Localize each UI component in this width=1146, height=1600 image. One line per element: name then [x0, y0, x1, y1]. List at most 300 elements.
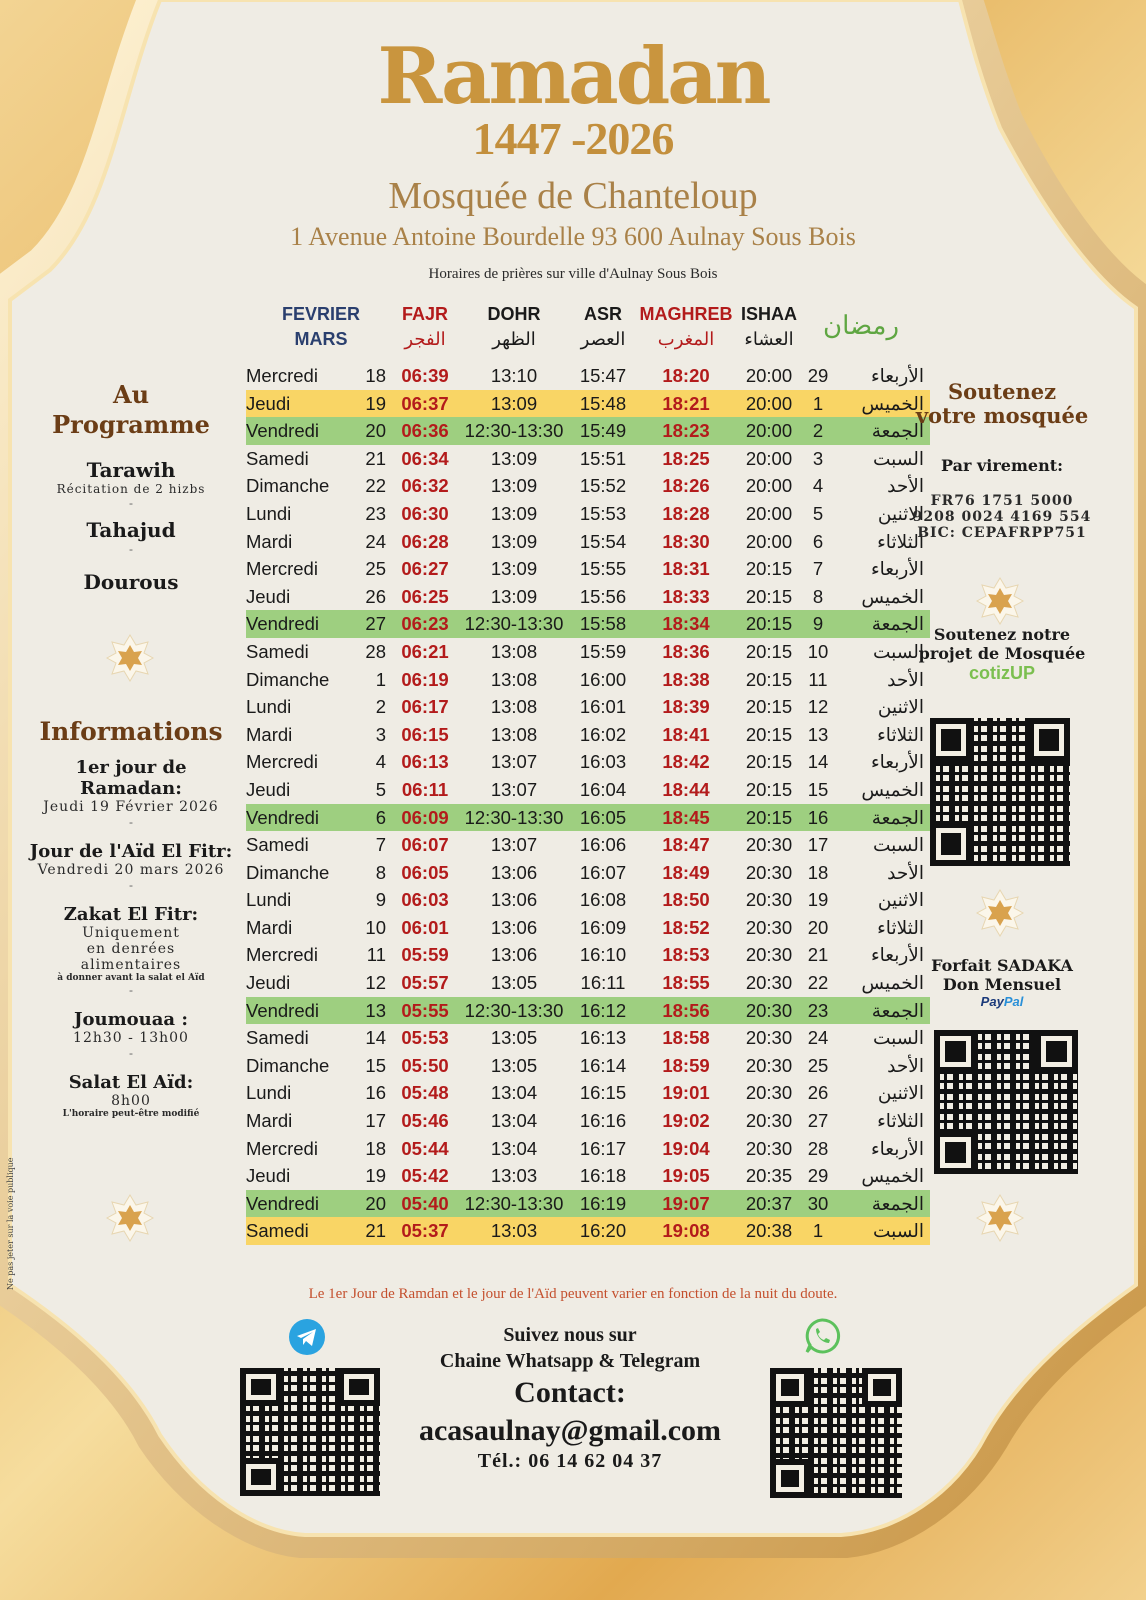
dohr-time: 13:09 [490, 502, 538, 524]
asr-time: 15:53 [579, 502, 627, 524]
dohr-time: 13:08 [490, 640, 538, 662]
fajr-time: 06:19 [401, 668, 449, 690]
date-cell: 17 [365, 1110, 386, 1132]
zakat-label: Zakat El Fitr: [63, 904, 199, 926]
day-ar-cell: الاثنين [877, 696, 924, 718]
table-row [246, 500, 930, 528]
table-row [246, 941, 930, 969]
day-cell: Mardi [246, 530, 293, 552]
first-day-label: 1er jour de Ramadan: [75, 757, 187, 800]
ramadan-day: 21 [807, 944, 829, 966]
ishaa-time: 20:30 [745, 1137, 793, 1159]
ishaa-time: 20:15 [745, 640, 793, 662]
zakat-note: à donner avant la salat el Aïd [57, 973, 205, 984]
dohr-time: 13:09 [490, 530, 538, 552]
date-cell: 3 [375, 723, 386, 745]
dohr-label: DOHR [487, 304, 541, 324]
day-cell: Vendredi [246, 420, 320, 442]
table-row [246, 638, 930, 666]
dohr-time: 13:07 [490, 834, 538, 856]
day-ar-cell: الاثنين [877, 889, 924, 911]
maghreb-time: 18:23 [662, 420, 710, 442]
ishaa-time: 20:15 [745, 613, 793, 635]
day-cell: Jeudi [246, 585, 291, 607]
ramadan-day: 24 [807, 1027, 829, 1049]
dohr-time: 13:09 [490, 558, 538, 580]
date-cell: 21 [365, 1220, 386, 1242]
dohr-time: 12:30-13:30 [464, 420, 564, 442]
day-ar-cell: الخميس [861, 778, 924, 800]
maghreb-time: 18:34 [662, 613, 710, 635]
ramadan-day: 1 [812, 392, 824, 414]
fajr-time: 05:55 [401, 999, 449, 1021]
fajr-time: 06:05 [401, 861, 449, 883]
fajr-time: 06:27 [401, 558, 449, 580]
ramadan-day: 5 [812, 502, 824, 524]
maghreb-time: 18:25 [662, 447, 710, 469]
fajr-time: 05:59 [401, 944, 449, 966]
ishaa-time: 20:30 [745, 889, 793, 911]
date-cell: 1 [375, 668, 386, 690]
ramadan-day: 25 [807, 1054, 829, 1076]
date-cell: 2 [375, 696, 386, 718]
maghreb-time: 18:36 [662, 640, 710, 662]
asr-header [572, 304, 634, 350]
day-ar-cell: الجمعة [871, 1192, 924, 1214]
qr-code-telegram[interactable] [240, 1368, 380, 1496]
date-cell: 24 [365, 530, 386, 552]
dohr-time: 12:30-13:30 [464, 806, 564, 828]
table-row [246, 1190, 930, 1218]
dohr-time: 13:08 [490, 696, 538, 718]
ramadan-day: 4 [812, 475, 824, 497]
table-body [246, 362, 930, 1245]
dohr-time: 13:09 [490, 392, 538, 414]
fajr-time: 06:34 [401, 447, 449, 469]
zakat-line-1: Uniquement [82, 925, 180, 942]
date-cell: 26 [365, 585, 386, 607]
sadaka-line-1: Forfait SADAKA [931, 956, 1073, 975]
table-row [246, 1024, 930, 1052]
table-row [246, 390, 930, 418]
date-cell: 7 [375, 834, 386, 856]
ishaa-time: 20:30 [745, 1082, 793, 1104]
follow-us [380, 1322, 760, 1374]
star-ornament-icon [975, 888, 1025, 938]
ramadan-day: 3 [812, 447, 824, 469]
maghreb-time: 18:49 [662, 861, 710, 883]
ramadan-day: 27 [807, 1110, 829, 1132]
whatsapp-icon[interactable] [802, 1316, 842, 1356]
day-ar-cell: الخميس [861, 392, 924, 414]
ishaa-time: 20:30 [745, 1027, 793, 1049]
table-row [246, 1107, 930, 1135]
ramadan-day: 29 [807, 365, 829, 386]
ramadan-day: 10 [807, 640, 829, 662]
date-cell: 15 [365, 1054, 386, 1076]
maghreb-time: 19:01 [662, 1082, 710, 1104]
day-ar-cell: الأربعاء [870, 944, 924, 966]
table-row [246, 748, 930, 776]
asr-time: 16:11 [580, 972, 626, 994]
day-cell: Vendredi [246, 806, 320, 828]
divider: - [129, 983, 133, 998]
ishaa-time: 20:38 [745, 1220, 793, 1242]
year-subtitle: 1447 -2026 [472, 113, 674, 164]
fajr-time: 06:28 [401, 530, 449, 552]
dohr-time: 13:04 [490, 1137, 538, 1159]
maghreb-time: 19:07 [662, 1192, 710, 1214]
date-cell: 20 [365, 1192, 386, 1214]
contact-phone[interactable]: Tél.: 06 14 62 04 37 [477, 1450, 663, 1472]
maghreb-time: 18:44 [662, 778, 710, 800]
table-row [246, 362, 930, 390]
asr-time: 16:07 [579, 861, 627, 883]
ishaa-time: 20:30 [745, 999, 793, 1021]
day-ar-cell: السبت [872, 1027, 924, 1049]
asr-time: 15:48 [579, 392, 627, 414]
maghreb-time: 18:41 [662, 723, 710, 745]
fajr-time: 06:11 [401, 778, 449, 800]
dohr-label-ar: الظهر [492, 329, 536, 349]
date-cell: 11 [366, 944, 386, 966]
maghreb-time: 18:31 [662, 558, 710, 580]
dourous-label: Dourous [83, 570, 179, 594]
support-title-1: Soutenez [947, 379, 1057, 404]
fajr-header [396, 304, 454, 350]
mosque-address: 1 Avenue Antoine Bourdelle 93 600 Aulnay Sous Bois [290, 222, 856, 251]
table-row [246, 914, 930, 942]
day-cell: Jeudi [246, 1165, 291, 1187]
ramadan-day: 11 [808, 668, 828, 690]
table-row [246, 721, 930, 749]
ramadan-day: 8 [812, 585, 824, 607]
ramadan-day: 7 [812, 558, 824, 580]
contact-email[interactable]: acasaulnay@gmail.com [418, 1414, 722, 1447]
table-row [246, 1217, 930, 1245]
follow-line-1: Suivez nous sur [503, 1324, 637, 1346]
asr-time: 16:06 [579, 834, 627, 856]
table-row [246, 776, 930, 804]
ishaa-time: 20:30 [745, 972, 793, 994]
day-cell: Samedi [246, 1220, 309, 1242]
dohr-time: 12:30-13:30 [464, 613, 564, 635]
ishaa-time: 20:00 [745, 502, 793, 524]
day-ar-cell: الثلاثاء [877, 723, 924, 745]
telegram-icon[interactable] [288, 1318, 326, 1356]
fajr-time: 06:09 [401, 806, 449, 828]
asr-time: 16:05 [579, 806, 627, 828]
asr-time: 16:14 [579, 1054, 627, 1076]
asr-time: 16:15 [579, 1082, 627, 1104]
date-cell: 5 [375, 778, 386, 800]
dohr-time: 13:06 [490, 861, 538, 883]
fajr-time: 06:23 [401, 613, 449, 635]
dohr-time: 13:07 [490, 751, 538, 773]
dohr-time: 13:04 [490, 1110, 538, 1132]
ishaa-time: 20:15 [745, 778, 793, 800]
iban-line-1: FR76 1751 5000 [930, 493, 1074, 509]
asr-time: 16:03 [579, 751, 627, 773]
fajr-time: 05:42 [401, 1165, 449, 1187]
day-ar-cell: الأحد [887, 475, 924, 497]
asr-time: 16:09 [579, 916, 627, 938]
maghreb-time: 18:28 [662, 502, 710, 524]
asr-time: 16:16 [579, 1110, 627, 1132]
dohr-time: 12:30-13:30 [464, 999, 564, 1021]
dohr-time: 13:09 [490, 447, 538, 469]
ishaa-time: 20:30 [745, 861, 793, 883]
ishaa-time: 20:00 [745, 392, 793, 414]
salat-aid-value: 8h00 [111, 1093, 151, 1110]
dohr-time: 13:10 [490, 365, 538, 386]
maghreb-time: 18:21 [662, 392, 710, 414]
day-ar-cell: الأربعاء [870, 558, 924, 580]
day-cell: Jeudi [246, 392, 291, 414]
fajr-time: 05:50 [401, 1054, 449, 1076]
fajr-time: 05:44 [401, 1137, 449, 1159]
dohr-time: 13:08 [490, 723, 538, 745]
maghreb-time: 18:42 [662, 751, 710, 773]
day-cell: Lundi [246, 889, 292, 911]
asr-time: 16:04 [579, 778, 627, 800]
day-cell: Jeudi [246, 778, 291, 800]
asr-time: 15:55 [579, 558, 627, 580]
ishaa-time: 20:00 [745, 420, 793, 442]
table-row [246, 666, 930, 694]
asr-time: 16:20 [579, 1220, 627, 1242]
date-cell: 4 [375, 751, 386, 773]
date-cell: 28 [365, 640, 386, 662]
informations-title: Informations [39, 717, 223, 746]
day-cell: Lundi [246, 502, 292, 524]
dohr-time: 13:06 [490, 944, 538, 966]
salat-aid-note: L'horaire peut-être modifié [62, 1109, 200, 1120]
maghreb-time: 18:38 [662, 668, 710, 690]
ramadan-day: 19 [807, 889, 829, 911]
ramadan-day: 30 [807, 1192, 829, 1214]
ramadan-day: 23 [807, 999, 829, 1021]
ramadan-day: 22 [807, 972, 829, 994]
joumouaa-value: 12h30 - 13h00 [73, 1030, 189, 1047]
programme-title-1: Au [112, 380, 150, 409]
fajr-time: 06:15 [401, 723, 449, 745]
sadaka-line-2: Don Mensuel [942, 975, 1062, 994]
table-row [246, 1079, 930, 1107]
ishaa-label: ISHAA [740, 304, 797, 324]
ramadan-day: 29 [807, 1165, 829, 1187]
ramadan-day: 6 [812, 530, 824, 552]
ramadan-day: 13 [807, 723, 829, 745]
fajr-time: 05:57 [401, 972, 449, 994]
day-cell: Dimanche [246, 861, 330, 883]
day-ar-cell: الأربعاء [870, 1137, 924, 1159]
date-cell: 10 [365, 916, 386, 938]
project-line-1: Soutenez notre [933, 625, 1071, 644]
day-ar-cell: السبت [872, 1220, 924, 1242]
asr-time: 16:02 [579, 723, 627, 745]
aid-label: Jour de l'Aïd El Fitr: [29, 841, 233, 863]
tahajud-label: Tahajud [86, 518, 176, 542]
day-ar-cell: الأحد [887, 668, 924, 690]
day-ar-cell: الثلاثاء [877, 530, 924, 552]
date-cell: 19 [365, 392, 386, 414]
dohr-time: 13:05 [490, 972, 538, 994]
day-cell: Mercredi [246, 1137, 318, 1159]
asr-time: 16:13 [579, 1027, 627, 1049]
fajr-time: 06:01 [401, 916, 449, 938]
day-cell: Samedi [246, 834, 309, 856]
qr-code-cotizup[interactable] [930, 718, 1070, 866]
day-cell: Vendredi [246, 613, 320, 635]
ishaa-time: 20:00 [745, 475, 793, 497]
ishaa-time: 20:15 [745, 558, 793, 580]
date-cell: 6 [375, 806, 386, 828]
date-cell: 14 [365, 1027, 386, 1049]
ramadan-day: 17 [807, 834, 829, 856]
qr-code-whatsapp[interactable] [770, 1368, 902, 1498]
dohr-time: 13:03 [490, 1220, 538, 1242]
ishaa-time: 20:15 [745, 806, 793, 828]
table-row [246, 555, 930, 583]
table-row [246, 693, 930, 721]
dohr-time: 13:05 [490, 1054, 538, 1076]
table-row [246, 1052, 930, 1080]
prayer-times-table [246, 304, 930, 1245]
date-cell: 20 [365, 420, 386, 442]
divider: - [129, 878, 133, 893]
fajr-time: 06:32 [401, 475, 449, 497]
fajr-time: 06:17 [401, 696, 449, 718]
asr-time: 16:08 [579, 889, 627, 911]
day-cell: Dimanche [246, 475, 330, 497]
table-header [246, 304, 930, 362]
ramadan-day: 26 [807, 1082, 829, 1104]
asr-time: 15:58 [579, 613, 627, 635]
dohr-time: 13:06 [490, 889, 538, 911]
paypal-logo[interactable] [912, 994, 1092, 1009]
ishaa-time: 20:15 [745, 751, 793, 773]
support-title-2: votre mosquée [915, 403, 1089, 428]
day-cell: Mercredi [246, 558, 318, 580]
day-cell: Vendredi [246, 999, 320, 1021]
maghreb-time: 18:58 [662, 1027, 710, 1049]
dohr-time: 13:09 [490, 475, 538, 497]
asr-time: 15:59 [579, 640, 627, 662]
dohr-time: 13:03 [490, 1165, 538, 1187]
date-cell: 27 [365, 613, 386, 635]
table-row [246, 997, 930, 1025]
date-cell: 18 [365, 365, 386, 386]
star-ornament-icon [975, 576, 1025, 626]
ramadan-day: 18 [807, 861, 829, 883]
ramadan-day: 20 [807, 916, 829, 938]
fajr-time: 06:03 [401, 889, 449, 911]
day-ar-cell: الخميس [861, 972, 924, 994]
maghreb-time: 18:56 [662, 999, 710, 1021]
day-ar-cell: السبت [872, 640, 924, 662]
asr-time: 16:12 [579, 999, 627, 1021]
first-day-value: Jeudi 19 Février 2026 [43, 799, 219, 816]
table-row [246, 804, 930, 832]
asr-time: 16:18 [579, 1165, 627, 1187]
date-cell: 21 [365, 447, 386, 469]
asr-time: 16:17 [579, 1137, 627, 1159]
follow-line-2: Chaine Whatsapp & Telegram [439, 1350, 701, 1372]
date-cell: 16 [365, 1082, 386, 1104]
day-cell: Mercredi [246, 751, 318, 773]
ramadan-day: 2 [812, 420, 824, 442]
day-ar-cell: الاثنين [877, 1082, 924, 1104]
maghreb-time: 18:47 [662, 834, 710, 856]
star-ornament-icon [105, 1193, 155, 1243]
table-row [246, 528, 930, 556]
date-cell: 9 [375, 889, 386, 911]
fajr-label-ar: الفجر [404, 329, 446, 349]
ishaa-time: 20:30 [745, 834, 793, 856]
date-cell: 22 [365, 475, 386, 497]
asr-time: 16:00 [579, 668, 627, 690]
day-ar-cell: الجمعة [871, 806, 924, 828]
ramadan-day: 15 [807, 778, 829, 800]
asr-time: 15:54 [579, 530, 627, 552]
date-cell: 25 [365, 558, 386, 580]
ishaa-time: 20:00 [745, 530, 793, 552]
star-ornament-icon [105, 633, 155, 683]
contact-label: Contact: [514, 1376, 626, 1409]
qr-code-paypal[interactable] [934, 1030, 1078, 1174]
month-mars: MARS [294, 329, 348, 349]
day-cell: Samedi [246, 447, 309, 469]
project-line-2: projet de Mosquée [918, 644, 1086, 663]
divider: - [129, 542, 133, 556]
fajr-time: 06:39 [401, 365, 449, 386]
fajr-time: 06:07 [401, 834, 449, 856]
maghreb-time: 18:20 [662, 365, 710, 386]
day-ar-cell: الثلاثاء [877, 1110, 924, 1132]
day-ar-cell: الأربعاء [870, 751, 924, 773]
maghreb-time: 19:02 [662, 1110, 710, 1132]
schedule-subtitle: Horaires de prières sur ville d'Aulnay Sous Bois [428, 266, 718, 282]
left-sidebar [22, 380, 240, 1119]
day-ar-cell: الأربعاء [870, 365, 924, 386]
divider: - [129, 496, 133, 510]
date-cell: 18 [365, 1137, 386, 1159]
ishaa-time: 20:15 [745, 668, 793, 690]
ishaa-time: 20:00 [745, 365, 793, 386]
cotizup-logo[interactable]: cotizUP [968, 663, 1035, 683]
asr-time: 15:47 [579, 365, 627, 386]
iban-line-2: 9208 0024 4169 554 [912, 509, 1092, 525]
day-cell: Dimanche [246, 1054, 330, 1076]
table-row [246, 886, 930, 914]
table-row [246, 610, 930, 638]
aid-value: Vendredi 20 mars 2026 [37, 862, 225, 879]
day-ar-cell: الخميس [861, 585, 924, 607]
mosque-name: Mosquée de Chanteloup [388, 175, 758, 217]
day-cell: Mardi [246, 1110, 293, 1132]
day-cell: Dimanche [246, 668, 330, 690]
fajr-time: 06:30 [401, 502, 449, 524]
ramadan-day: 9 [812, 613, 824, 635]
divider: - [129, 815, 133, 830]
ishaa-time: 20:15 [745, 585, 793, 607]
maghreb-time: 18:52 [662, 916, 710, 938]
maghreb-time: 18:26 [662, 475, 710, 497]
asr-time: 16:19 [579, 1192, 627, 1214]
maghreb-time: 18:50 [662, 889, 710, 911]
day-cell: Lundi [246, 1082, 292, 1104]
